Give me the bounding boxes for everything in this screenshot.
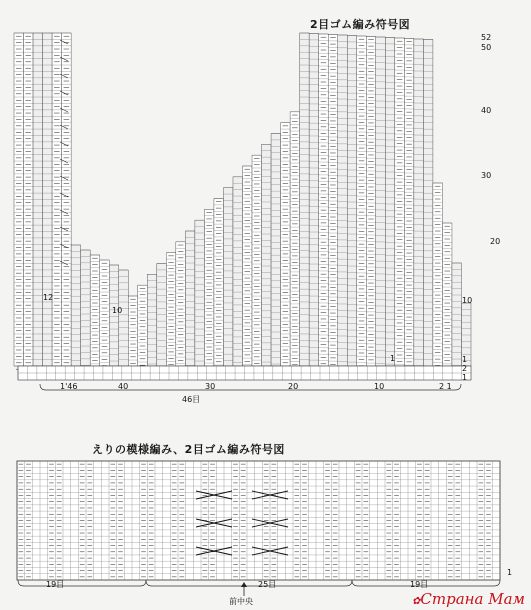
grid-column (185, 231, 195, 366)
left-label-12: 12 (43, 293, 54, 302)
grid-column (119, 270, 129, 366)
grid-column (338, 35, 348, 366)
grid-column (81, 250, 91, 366)
section-count-19-right: 19目 (410, 580, 429, 589)
grid-column (147, 274, 157, 366)
grid-column (385, 38, 395, 367)
grid-column (452, 263, 462, 366)
row-label-20: 20 (490, 237, 501, 246)
grid-column (214, 199, 224, 367)
grid-column (423, 40, 433, 367)
grid-column (262, 144, 272, 366)
row-label-52: 52 (481, 33, 492, 42)
grid-column (309, 34, 319, 367)
collar-row-label-1: 1 (507, 568, 513, 577)
grid-column (290, 112, 300, 366)
grid-column (433, 183, 443, 366)
grid-column (271, 134, 281, 367)
grid-column (319, 34, 329, 366)
section-bracket-center (146, 580, 352, 586)
stitch-total-46: 46目 (182, 395, 201, 404)
grid-column (223, 188, 233, 366)
stitch-label-10: 10 (374, 382, 385, 391)
row-label-2b: 2 (462, 364, 468, 373)
strana-mam-watermark: ✿Страна Мам (412, 590, 525, 608)
section-count-19-left: 19目 (46, 580, 65, 589)
grid-column (357, 36, 367, 366)
stitch-label-40: 40 (118, 382, 129, 391)
center-arrow-head (241, 582, 247, 587)
row-label-1b: 1 (462, 373, 468, 382)
row-label-30: 30 (481, 171, 492, 180)
grid-column (195, 220, 205, 366)
chart1-title: 2目ゴム編み符号図 (310, 18, 411, 31)
row-label-1: 1 (462, 355, 468, 364)
chart2-title: えりの模様編み、2目ゴム編み符号図 (92, 443, 285, 456)
grid-column (414, 39, 424, 366)
row-label-40: 40 (481, 106, 492, 115)
left-label-10: 10 (112, 306, 123, 315)
stitch-label-2-1: 2 1 (439, 382, 452, 391)
grid-column (166, 253, 176, 366)
grid-column (109, 265, 119, 366)
row-label-50: 50 (481, 43, 492, 52)
width-bracket (40, 384, 461, 390)
rib-chart-grid (14, 33, 471, 390)
grid-column (366, 37, 376, 367)
section-bracket-left (18, 580, 146, 586)
stitch-label-1-46: 1'46 (60, 382, 78, 391)
grid-column (347, 36, 357, 367)
grid-column (138, 285, 148, 366)
collar-chart-grid (17, 461, 500, 596)
center-front-label: 前中央 (229, 597, 253, 606)
grid-column (243, 166, 253, 366)
grid-column (376, 37, 386, 366)
row-label-10: 10 (462, 296, 473, 305)
grid-column (90, 255, 100, 366)
grid-column (233, 177, 243, 366)
stitch-label-20: 20 (288, 382, 299, 391)
stitch-label-30: 30 (205, 382, 216, 391)
grid-column (204, 209, 214, 366)
grid-column (71, 245, 81, 366)
inner-marker-1: 1 (390, 354, 396, 363)
section-count-25: 25目 (258, 580, 277, 589)
